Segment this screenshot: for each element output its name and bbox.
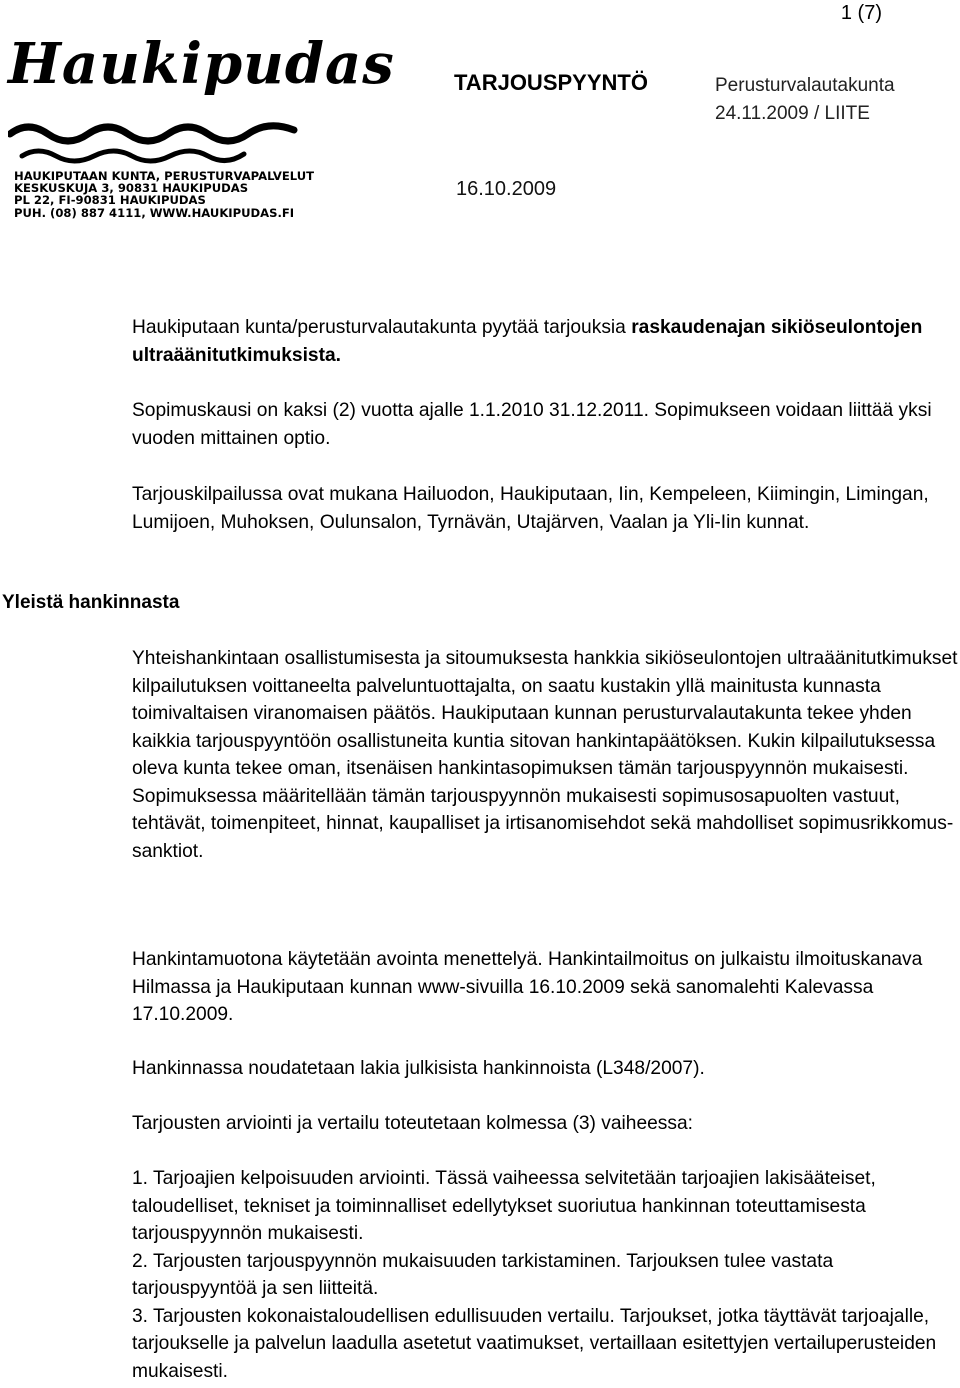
contract-period-paragraph (132, 397, 958, 452)
address-line: KESKUSKUJA 3, 90831 HAUKIPUDAS (14, 181, 249, 196)
office-date: 24.11.2009 / LIITE (715, 103, 870, 124)
contract-period-text: Sopimuskausi on kaksi (2) vuotta ajalle 1.1.2010 31.12.2011. Sopimukseen voidaan liittää yksi vuoden mittainen optio. (132, 400, 932, 449)
document-type: TARJOUSPYYNTÖ (454, 70, 648, 95)
municipality-logo (4, 31, 395, 228)
procedure-text: Hankintamuotona käytetään avointa menettelyä. Hankintailmoitus on julkaistu ilmoituskanava Hilmassa ja Haukiputaan kunnan www-sivuilla 16.10.2009 sekä sanomalehti Kalevassa 17.10.2009. (132, 949, 923, 1025)
participants-text: Tarjouskilpailussa ovat mukana Hailuodon, Haukiputaan, Iin, Kempeleen, Kiimingin, Limingan, Lumijoen, Muhoksen, Oulunsalon, Tyrnävän, Utajärven, Vaalan ja Yli-Iin kunnat. (132, 484, 929, 533)
address-line: PL 22, FI-90831 HAUKIPUDAS (14, 193, 206, 208)
joint-procurement-text: Yhteishankintaan osallistumisesta ja sitoumuksesta hankkia sikiöseulontojen ultraäänitutkimukset kilpailutuksen voittaneelta palveluntuottajalta, on saatu kustakin yllä mainitusta kunnasta toimivaltaisen viranomaisen päätös. Haukiputaan kunnan perusturvalautakunta tekee yhden kaikkia tarjouspyyntöön osallistuneita kuntia sitovan hankintapäätöksen. Kukin kilpailutuksessa oleva kunta tekee oman, itsenäisen hankintasopimuksen tämän tarjouspyynnön mukaisesti. Sopimuksessa määritellään tämän tarjouspyynnön mukaisesti sopimusosapuolten vastuut, tehtävät, toimenpiteet, hinnat, kaupalliset ja irtisanomisehdot sekä mahdolliset sopimusrikkomus-sanktiot. (132, 648, 958, 862)
wave-icon (8, 94, 298, 164)
evaluation-steps (132, 1165, 958, 1385)
intro-text: Haukiputaan kunta/perusturvalautakunta pyytää tarjouksia (132, 317, 632, 338)
evaluation-step: 2. Tarjousten tarjouspyynnön mukaisuuden tarkistaminen. Tarjouksen tulee vastata tarjouspyyntöä ja sen liitteitä. (132, 1250, 834, 1299)
document-date: 16.10.2009 (456, 178, 557, 200)
intro-paragraph (132, 314, 958, 369)
office-name: Perusturvalautakunta (715, 75, 895, 96)
office-info (715, 72, 895, 128)
evaluation-step: 1. Tarjoajien kelpoisuuden arviointi. Tässä vaiheessa selvitetään tarjoajien lakisääteiset, taloudelliset, tekniset ja toiminnalliset edellytykset suoriutua hankinnan toteuttamisesta tarjouspyynnön mukaisesti. (132, 1168, 876, 1244)
logo-address (14, 170, 314, 219)
address-line: HAUKIPUTAAN KUNTA, PERUSTURVAPALVELUT (14, 169, 315, 183)
address-line: PUH. (08) 887 4111, WWW.HAUKIPUDAS.FI (14, 205, 295, 220)
law-paragraph (132, 1055, 958, 1083)
evaluation-step: 3. Tarjousten kokonaistaloudellisen edullisuuden vertailu. Tarjoukset, jotka täyttävät tarjoajalle, tarjoukselle ja palvelun laadulla asetetut vaatimukset, vertaillaan esitettyjen vertailuperusteiden mukaisesti. (132, 1305, 937, 1382)
section-heading: Yleistä hankinnasta (2, 592, 180, 613)
participants-paragraph (132, 481, 958, 536)
procedure-paragraph (132, 946, 958, 1029)
evaluation-intro-text: Tarjousten arviointi ja vertailu toteutetaan kolmessa (3) vaiheessa: (132, 1113, 693, 1134)
page-number: 1 (7) (840, 2, 882, 24)
intro-subject: raskaudenajan sikiöseulontojen ultraäänitutkimuksista. (132, 317, 923, 366)
logo-wordmark: Haukipudas (8, 31, 395, 97)
joint-procurement-paragraph (132, 645, 958, 865)
evaluation-intro-paragraph (132, 1110, 958, 1138)
law-text: Hankinnassa noudatetaan lakia julkisista hankinnoista (L348/2007). (132, 1058, 705, 1079)
